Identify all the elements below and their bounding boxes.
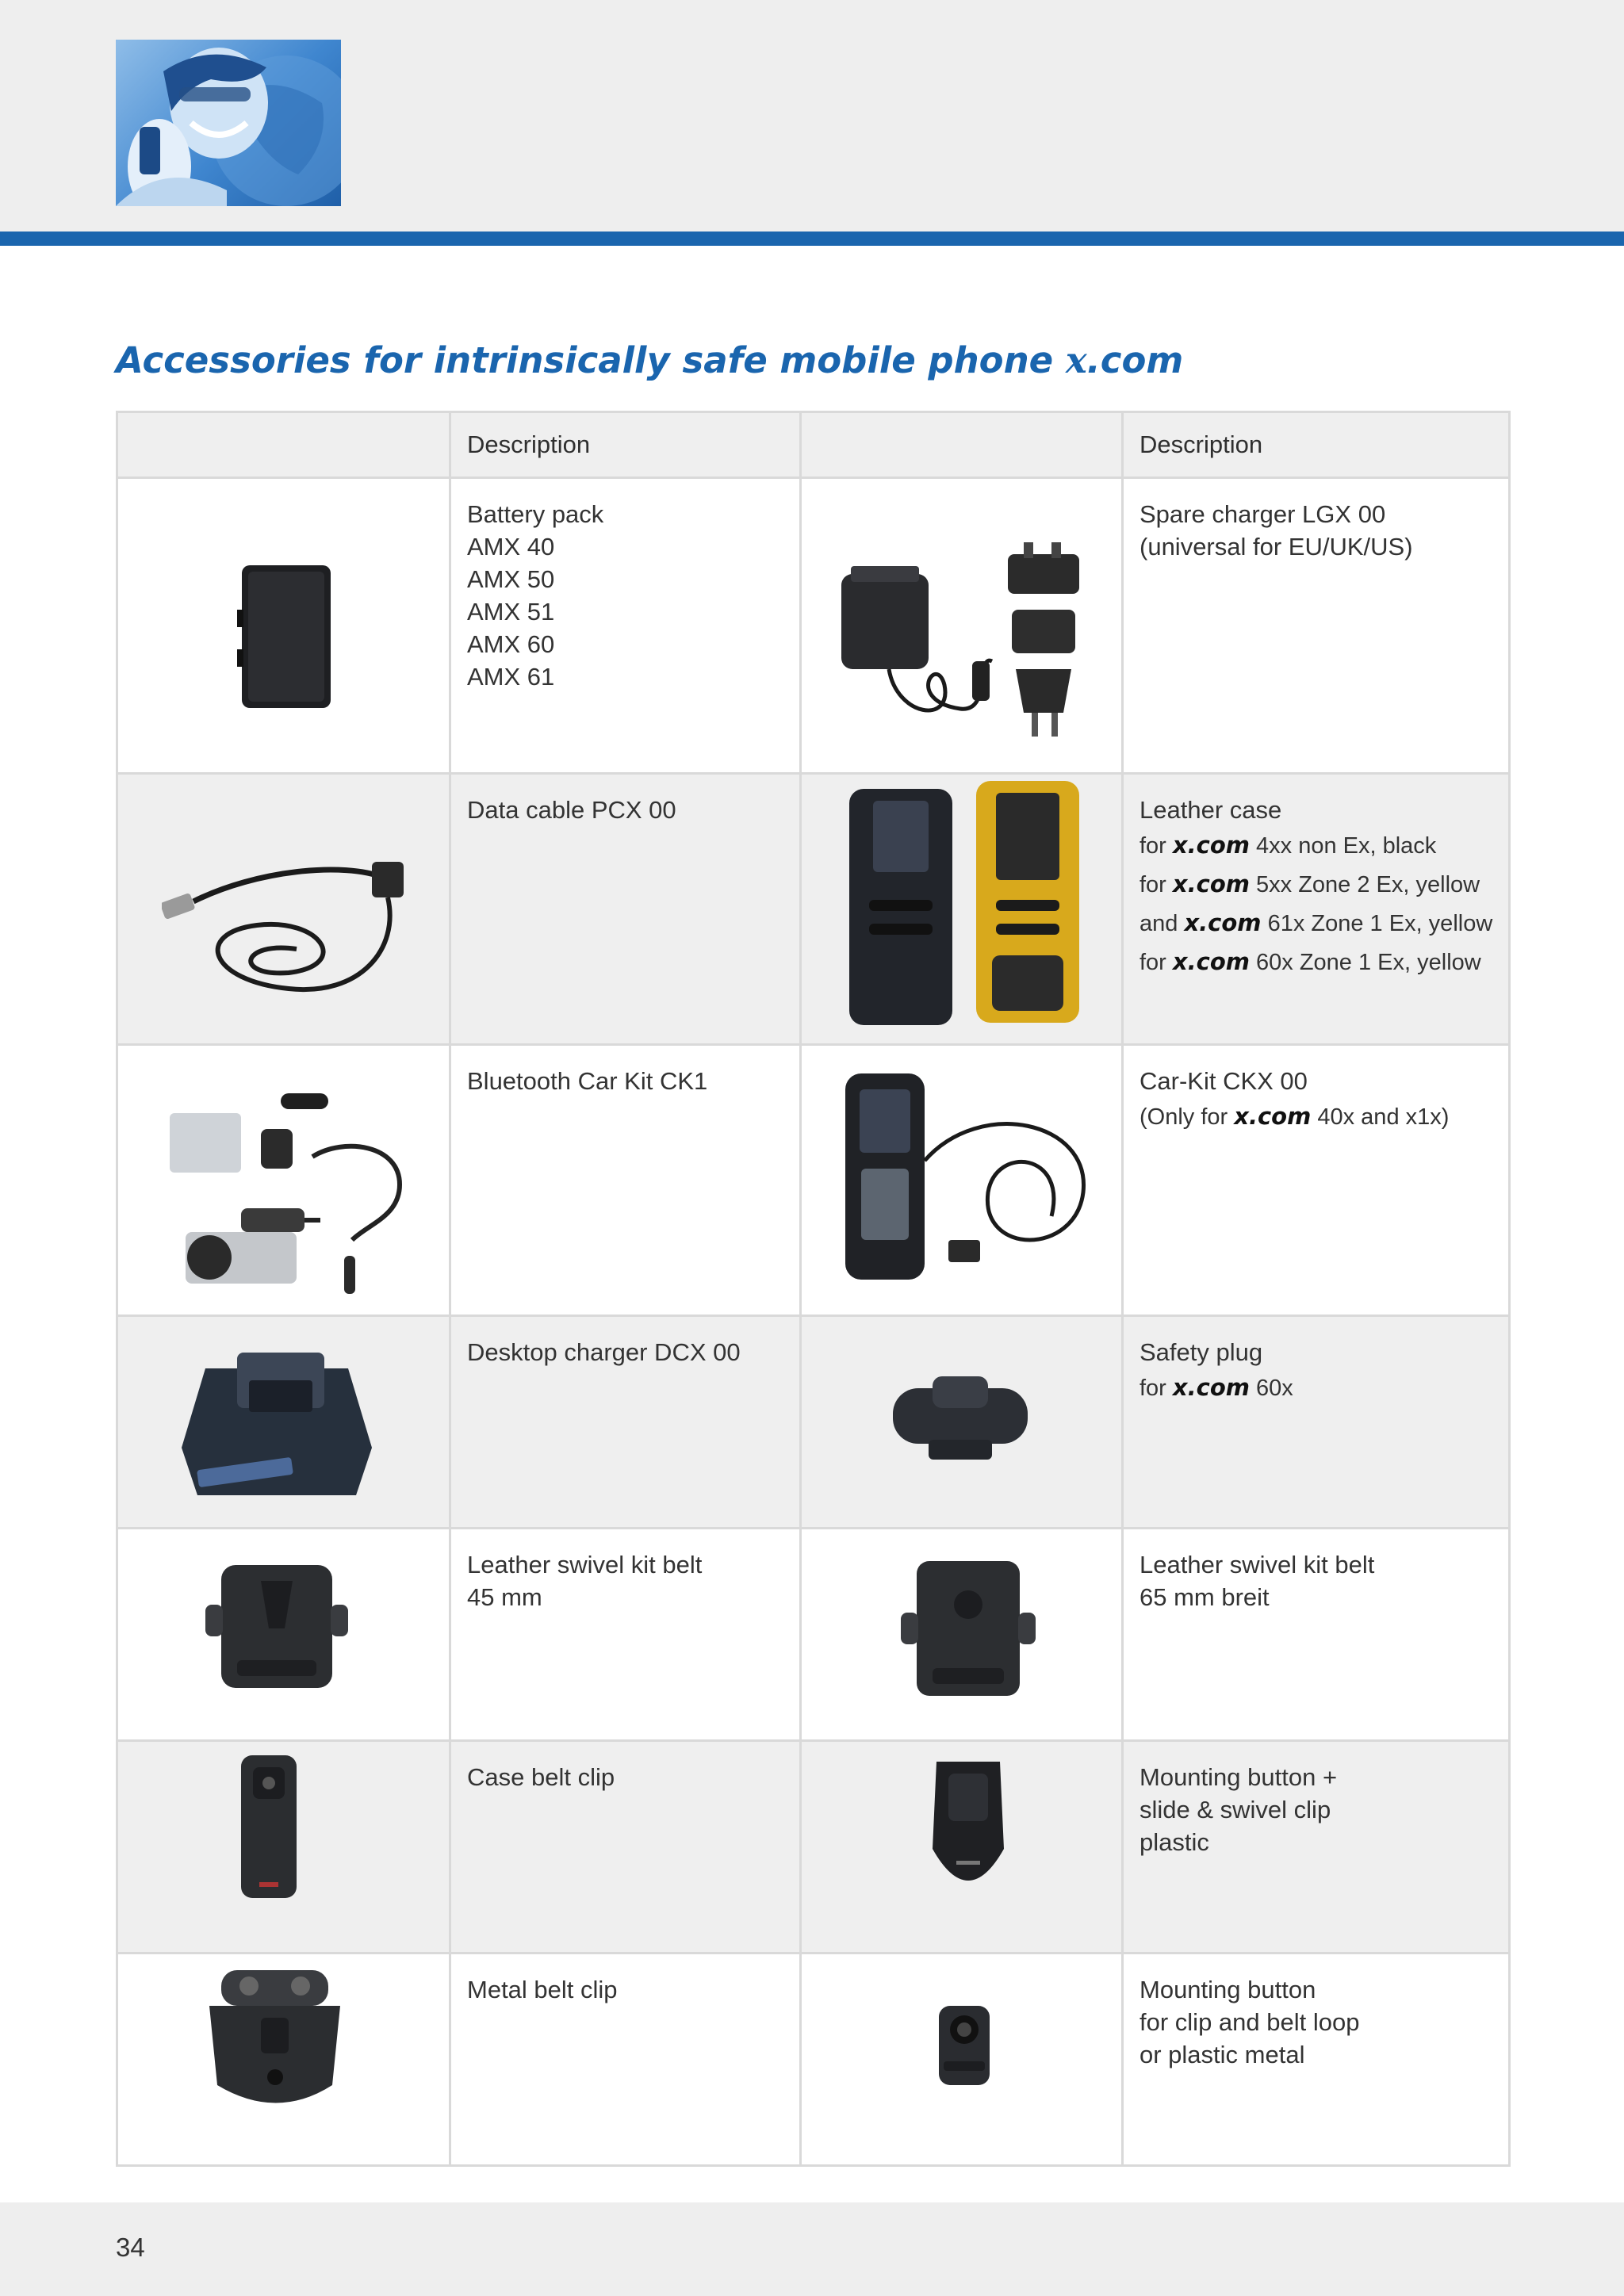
table-row <box>117 774 1510 1045</box>
table-row <box>117 1954 1510 2166</box>
description-cell: Case belt clip <box>450 1741 801 1954</box>
description-cell: Desktop charger DCX 00 <box>450 1316 801 1529</box>
header-image-cell <box>117 412 450 478</box>
bluetooth-car-kit-image <box>117 1045 450 1316</box>
table-row <box>117 478 1510 774</box>
table-row <box>117 1529 1510 1741</box>
page-footer <box>0 2202 1624 2296</box>
smiling-woman-with-phone-photo <box>116 40 341 206</box>
table-row <box>117 1045 1510 1316</box>
page-number: 34 <box>116 2233 145 2262</box>
description-cell: Data cable PCX 00 <box>450 774 801 1045</box>
page-header <box>0 0 1624 232</box>
mounting-button-image <box>801 1954 1123 2166</box>
battery-pack-image <box>117 478 450 774</box>
spare-charger-image <box>801 478 1123 774</box>
safety-plug-image <box>801 1316 1123 1529</box>
swivel-kit-65mm-image <box>801 1529 1123 1741</box>
description-cell: Mounting button for clip and belt loop or plastic metal <box>1123 1954 1510 2166</box>
mounting-button-swivel-clip-image <box>801 1741 1123 1954</box>
description-cell: Leather swivel kit belt 65 mm breit <box>1123 1529 1510 1741</box>
accessories-table <box>116 411 1511 2167</box>
description-cell: Metal belt clip <box>450 1954 801 2166</box>
description-cell: Car-Kit CKX 00 (Only for x.com 40x and x1x) <box>1123 1045 1510 1316</box>
metal-belt-clip-image <box>117 1954 450 2166</box>
table-row <box>117 1316 1510 1529</box>
desktop-charger-image <box>117 1316 450 1529</box>
leather-case-image <box>801 774 1123 1045</box>
description-cell: Spare charger LGX 00 (universal for EU/UK/US) <box>1123 478 1510 774</box>
table-row <box>117 1741 1510 1954</box>
description-cell: Safety plug for x.com 60x <box>1123 1316 1510 1529</box>
description-cell: Battery pack AMX 40 AMX 50 AMX 51 AMX 60 AMX 61 <box>450 478 801 774</box>
data-cable-image <box>117 774 450 1045</box>
description-cell: Bluetooth Car Kit CK1 <box>450 1045 801 1316</box>
header-description: Description <box>450 412 801 478</box>
header-description: Description <box>1123 412 1510 478</box>
car-kit-image <box>801 1045 1123 1316</box>
header-stripe <box>0 232 1624 246</box>
description-cell: Mounting button + slide & swivel clip plastic <box>1123 1741 1510 1954</box>
page-title: Accessories for intrinsically safe mobile phone x.com <box>116 339 1184 381</box>
table-header-row <box>117 412 1510 478</box>
description-cell: Leather case for x.com 4xx non Ex, black for x.com 5xx Zone 2 Ex, yellow and x.com 61x Zone 1 Ex, yellow for x.com 60x Zone 1 Ex, yellow <box>1123 774 1510 1045</box>
header-image-cell <box>801 412 1123 478</box>
case-belt-clip-image <box>117 1741 450 1954</box>
description-cell: Leather swivel kit belt 45 mm <box>450 1529 801 1741</box>
swivel-kit-45mm-image <box>117 1529 450 1741</box>
